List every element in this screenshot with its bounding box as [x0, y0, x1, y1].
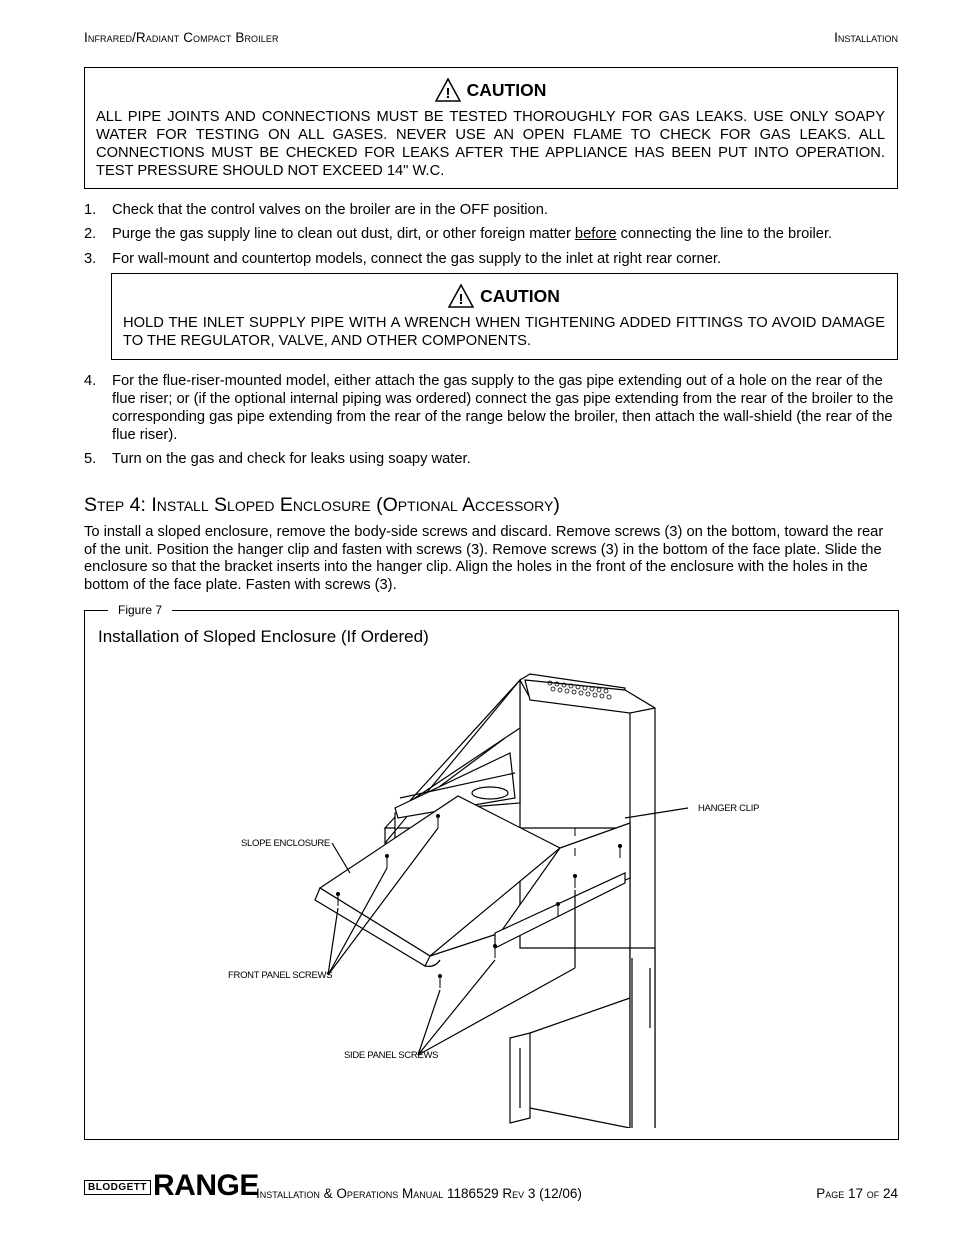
caution-title: CAUTION — [466, 79, 547, 100]
svg-text:!: ! — [445, 85, 451, 102]
list-item: 5. Turn on the gas and check for leaks using soapy water. — [84, 451, 471, 467]
warning-icon — [435, 78, 461, 102]
callout-side-panel-screws: SIDE PANEL SCREWS — [344, 1050, 439, 1061]
caution-box-gas-leaks — [84, 67, 898, 189]
list-item: 3. For wall-mount and countertop models, connect the gas supply to the inlet at right rear corner. — [84, 251, 722, 267]
section-paragraph: To install a sloped enclosure, remove the body-side screws and discard. Remove screws (3) on the bottom, toward the rear of the unit. Position the hanger clip and fasten with screws (3). Remove screws (3) in the bottom of the face plate. Slide the enclosure so that the bracket inserts into the hanger clip. Align the holes in the front of the enclosure with the holes in the bottom of the face plate. Fasten with screws (3). — [84, 524, 884, 593]
callout-hanger-clip: HANGER CLIP — [698, 803, 760, 814]
list-item: 1. Check that the control valves on the broiler are in the OFF position. — [84, 202, 548, 218]
range-logo: RANGE — [153, 1169, 259, 1202]
section-heading: Step 4: Install Sloped Enclosure (Optional Accessory) — [84, 494, 560, 516]
header-title: Infrared/Radiant Compact Broiler — [84, 30, 279, 45]
caution-text: HOLD THE INLET SUPPLY PIPE WITH A WRENCH WHEN TIGHTENING ADDED FITTINGS TO AVOID DAMAGE TO THE REGULATOR, VALVE, AND OTHER COMPONENTS. — [123, 315, 885, 349]
caution-box-wrench — [111, 273, 898, 360]
footer-manual-info: Installation & Operations Manual 1186529 Rev 3 (12/06) — [256, 1186, 582, 1201]
header-section: Installation — [834, 30, 898, 45]
caution-heading — [96, 78, 885, 102]
blodgett-logo: BLODGETT — [84, 1180, 151, 1195]
warning-icon — [448, 284, 474, 308]
list-item: 2. Purge the gas supply line to clean out dust, dirt, or other foreign matter before connecting the line to the broiler. — [84, 226, 833, 242]
brand-logo — [84, 1169, 259, 1202]
figure-caption: Installation of Sloped Enclosure (If Ordered) — [98, 627, 429, 646]
list-item: 4. For the flue-riser-mounted model, either attach the gas supply to the gas pipe extending out of a hole on the rear of the flue riser; or (if the optional internal piping was ordered) connect the gas pipe extending from the rear of the broiler to the corresponding gas pipe extending from the rear of the range below the broiler, then attach the wall-shield (the rear of the flue riser). — [84, 373, 894, 443]
svg-text:!: ! — [458, 291, 464, 308]
emphasis-before: before — [574, 226, 617, 242]
sloped-enclosure-diagram — [220, 668, 780, 1128]
caution-text: ALL PIPE JOINTS AND CONNECTIONS MUST BE TESTED THOROUGHLY FOR GAS LEAKS. USE ONLY SOAPY WATER FOR TESTING ON ALL GASES. NEVER USE AN OPEN FLAME TO CHECK FOR GAS LEAKS. ALL CONNECTIONS MUST BE CHECKED FOR LEAKS AFTER THE APPLIANCE HAS BEEN PUT INTO OPERATION. TEST PRESSURE SHOULD NOT EXCEED 14" W.C. — [96, 109, 885, 179]
caution-title: CAUTION — [480, 285, 560, 306]
callout-slope-enclosure: SLOPE ENCLOSURE — [241, 838, 330, 849]
caution-heading — [123, 284, 885, 308]
figure-label: Figure 7 — [108, 603, 172, 617]
footer-page-number: Page 17 of 24 — [816, 1186, 898, 1201]
callout-front-panel-screws: FRONT PANEL SCREWS — [228, 970, 333, 981]
